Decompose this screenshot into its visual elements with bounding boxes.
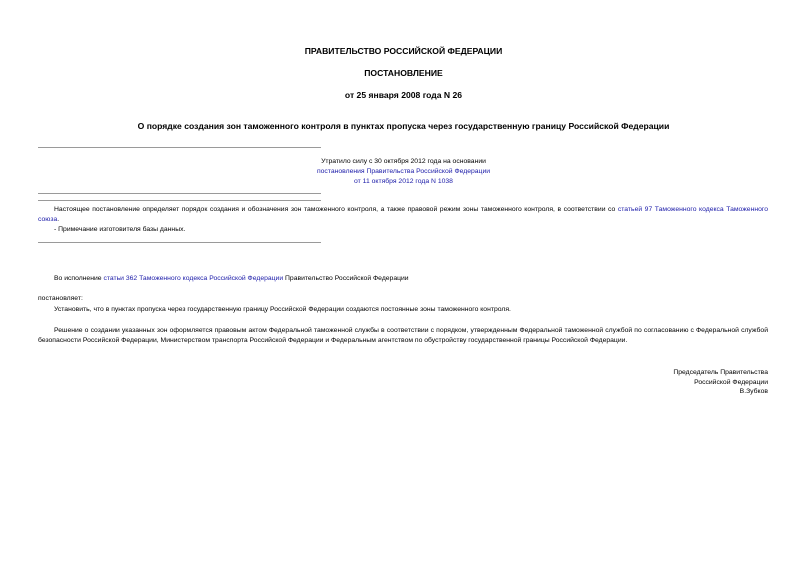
- decides-word: постановляет:: [38, 295, 83, 302]
- signature-position: Председатель Правительства: [673, 369, 768, 376]
- editor-note-period: .: [57, 215, 60, 223]
- editor-note-source: - Примечание изготовителя базы данных.: [54, 226, 186, 233]
- divider: [38, 200, 321, 201]
- repeal-act-link[interactable]: [0, 167, 807, 177]
- customs-code-article-362-link[interactable]: статьи 362 Таможенного кодекса Российской Федерации: [103, 275, 284, 282]
- preamble-paragraph: [38, 274, 768, 284]
- customs-code-article-97-link[interactable]: статьей 97 Таможенного кодекса Таможенного союза: [38, 206, 768, 223]
- repeal-act-date-link-text[interactable]: от 11 октября 2012 года N 1038: [354, 178, 453, 185]
- paragraph-decision: Решение о создании указанных зон оформляется правовым актом Федеральной таможенной службы в соответствии с порядком, утвержденным Федеральной таможенной службой по согласованию с Федеральной службой безопасности Российской Федерации, Министерством транспорта Российской Федерации и Федеральным агентством по обустройству государственной границы Российской Федерации.: [38, 327, 768, 344]
- repeal-act-link-text[interactable]: постановления Правительства Российской Федерации: [316, 168, 491, 175]
- document-title: О порядке создания зон таможенного контроля в пунктах пропуска через государственную границу Российской Федерации: [137, 121, 670, 131]
- divider: [38, 193, 321, 194]
- editor-note-text: Настоящее постановление определяет порядок создания и обозначения зон таможенного контроля, а также правовой режим зоны таможенного контроля, в соответствии со: [54, 206, 616, 213]
- signature-block: [673, 368, 768, 397]
- divider: [38, 147, 321, 148]
- editor-note: [38, 205, 768, 224]
- document-date-number: от 25 января 2008 года N 26: [344, 90, 463, 100]
- divider: [38, 242, 321, 243]
- document-type: ПОСТАНОВЛЕНИЕ: [364, 68, 443, 78]
- preamble-text-end: Правительство Российской Федерации: [285, 275, 409, 282]
- signature-position-line2: Российской Федерации: [694, 378, 768, 386]
- repeal-act-date-link[interactable]: [0, 177, 807, 187]
- paragraph-establish: Установить, что в пунктах пропуска через государственную границу Российской Федерации создаются постоянные зоны таможенного контроля.: [54, 306, 511, 313]
- preamble-text: Во исполнение: [54, 275, 102, 282]
- status-line: Утратило силу с 30 октября 2012 года на основании: [321, 158, 486, 165]
- signature-name: В.Зубков: [739, 388, 768, 396]
- government-heading: ПРАВИТЕЛЬСТВО РОССИЙСКОЙ ФЕДЕРАЦИИ: [304, 46, 503, 56]
